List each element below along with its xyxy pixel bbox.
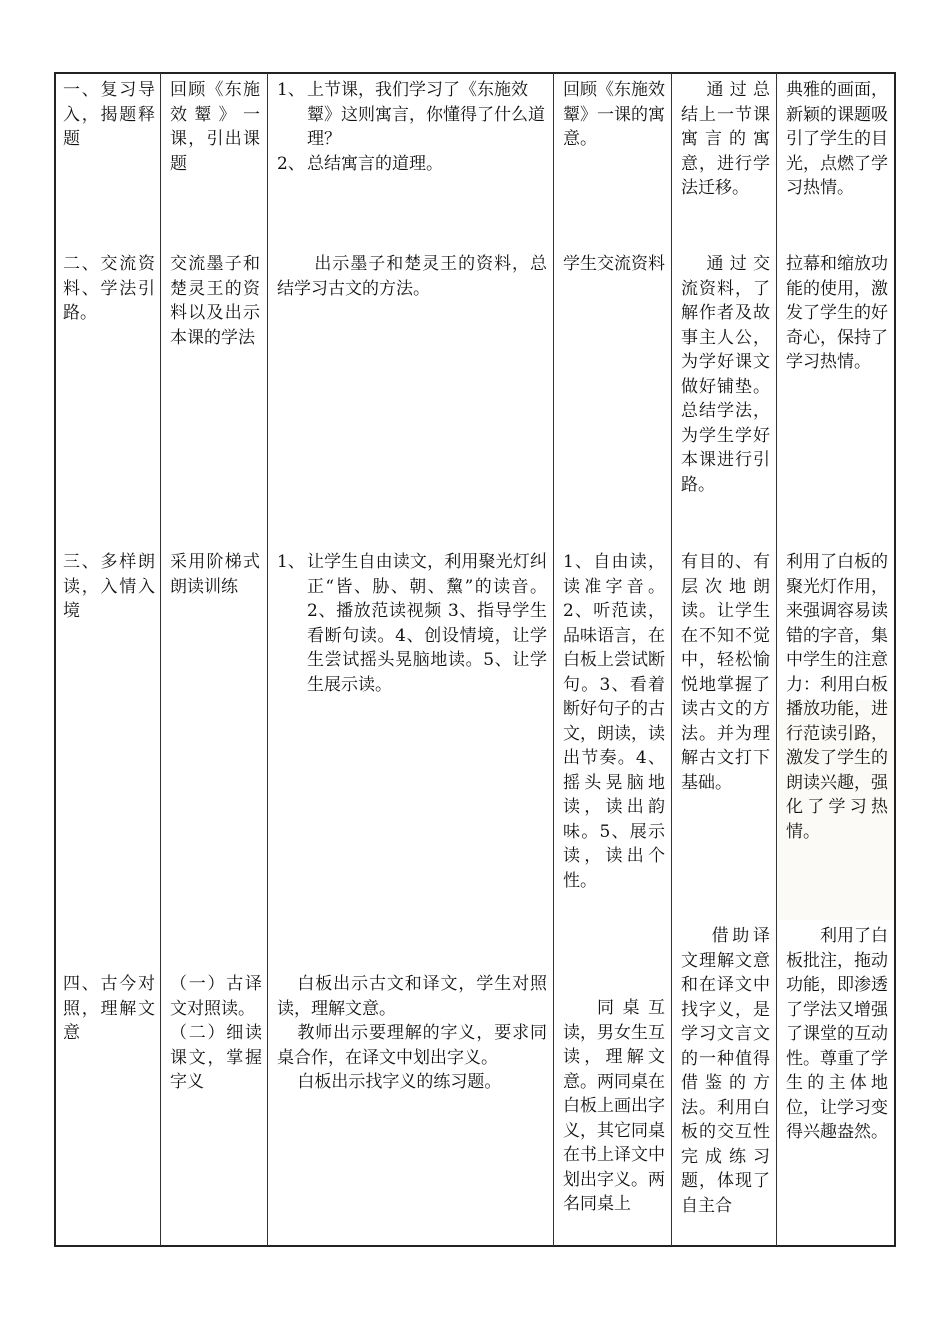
content-cell: 采用阶梯式朗读训练 xyxy=(170,552,260,597)
teacher-cell: 出示墨子和楚灵王的资料，总结学习古文的方法。 xyxy=(277,254,547,299)
column-divider xyxy=(267,73,268,1246)
column-divider xyxy=(160,73,161,1246)
teacher-item: 1、 上节课，我们学习了《东施效颦》这则寓言，你懂得了什么道理？ xyxy=(277,80,545,149)
effect-cell: 典雅的画面，新颖的课题吸引了学生的目光，点燃了学习热情。 xyxy=(786,80,888,198)
effect-cell: 利用了白板的聚光灯作用，来强调容易读错的字音，集中学生的注意力：利用白板播放功能，进行范读引路，激发了学生的朗读兴趣，强化了学习热情。 xyxy=(786,552,888,842)
teacher-cell: 1、 让学生自由读文，利用聚光灯纠正“皆、胁、朝、黧”的读音。2、播放范读视频 3、指导学生看断句读。4、创设情境，让学生尝试摇头晃脑地读。5、让学生展示读。 xyxy=(277,552,547,695)
purpose-cell: 借助译文理解文意和在译文中找字义，是学习文言文的一种值得借鉴的方法。利用白板的交互性完成练习题，体现了自主合 xyxy=(681,926,770,1216)
purpose-cell: 有目的、有层次地朗读。让学生在不知不觉中，轻松愉悦地掌握了读古文的方法。并为理解古文打下基础。 xyxy=(681,552,770,793)
step-cell: 一、复习导入，揭题释题 xyxy=(63,80,155,149)
teacher-cell xyxy=(277,78,547,176)
column-divider xyxy=(671,73,672,1246)
content-cell: 回顾《东施效颦》一课，引出课题 xyxy=(170,80,260,174)
column-divider xyxy=(776,73,777,1246)
student-cell: 同桌互读，男女生互读，理解文意。两同桌在白板上画出字义，其它同桌在书上译文中划出字义。两名同桌上 xyxy=(563,998,665,1214)
effect-cell: 拉幕和缩放功能的使用，激发了学生的好奇心，保持了学习热情。 xyxy=(786,254,888,372)
content-cell: 交流墨子和楚灵王的资料以及出示本课的学法 xyxy=(170,254,260,348)
step-cell: 四、古今对照，理解文意 xyxy=(63,974,155,1043)
purpose-cell: 通过交流资料，了解作者及故事主人公，为学好课文做好铺垫。总结学法，为学生学好本课进行引路。 xyxy=(681,254,770,495)
student-cell: 1、自由读，读准字音。2、听范读，品味语言，在白板上尝试断句。3、看着断好句子的古文，朗读，读出节奏。4、摇头晃脑地读，读出韵味。5、展示读，读出个性。 xyxy=(563,552,665,891)
content-cell: （一）古译文对照读。 （二）细读课文，掌握字义 xyxy=(170,974,262,1092)
column-divider xyxy=(553,73,554,1246)
student-cell: 回顾《东施效颦》一课的寓意。 xyxy=(563,80,665,149)
teacher-item: 2、 总结寓言的道理。 xyxy=(277,153,443,174)
effect-cell: 利用了白板批注，拖动功能，即渗透了学法又增强了课堂的互动性。尊重了学生的主体地位，让学习变得兴趣盎然。 xyxy=(786,926,888,1142)
teacher-cell: 白板出示古文和译文，学生对照读，理解文意。 教师出示要理解的字义，要求同桌合作，在译文中划出字义。 白板出示找字义的练习题。 xyxy=(277,974,547,1092)
step-cell: 三、多样朗读，入情入境 xyxy=(63,552,155,621)
step-cell: 二、交流资料、学法引路。 xyxy=(63,254,155,323)
student-cell: 学生交流资料 xyxy=(563,254,665,274)
purpose-cell: 通过总结上一节课寓言的寓意，进行学法迁移。 xyxy=(681,80,770,198)
